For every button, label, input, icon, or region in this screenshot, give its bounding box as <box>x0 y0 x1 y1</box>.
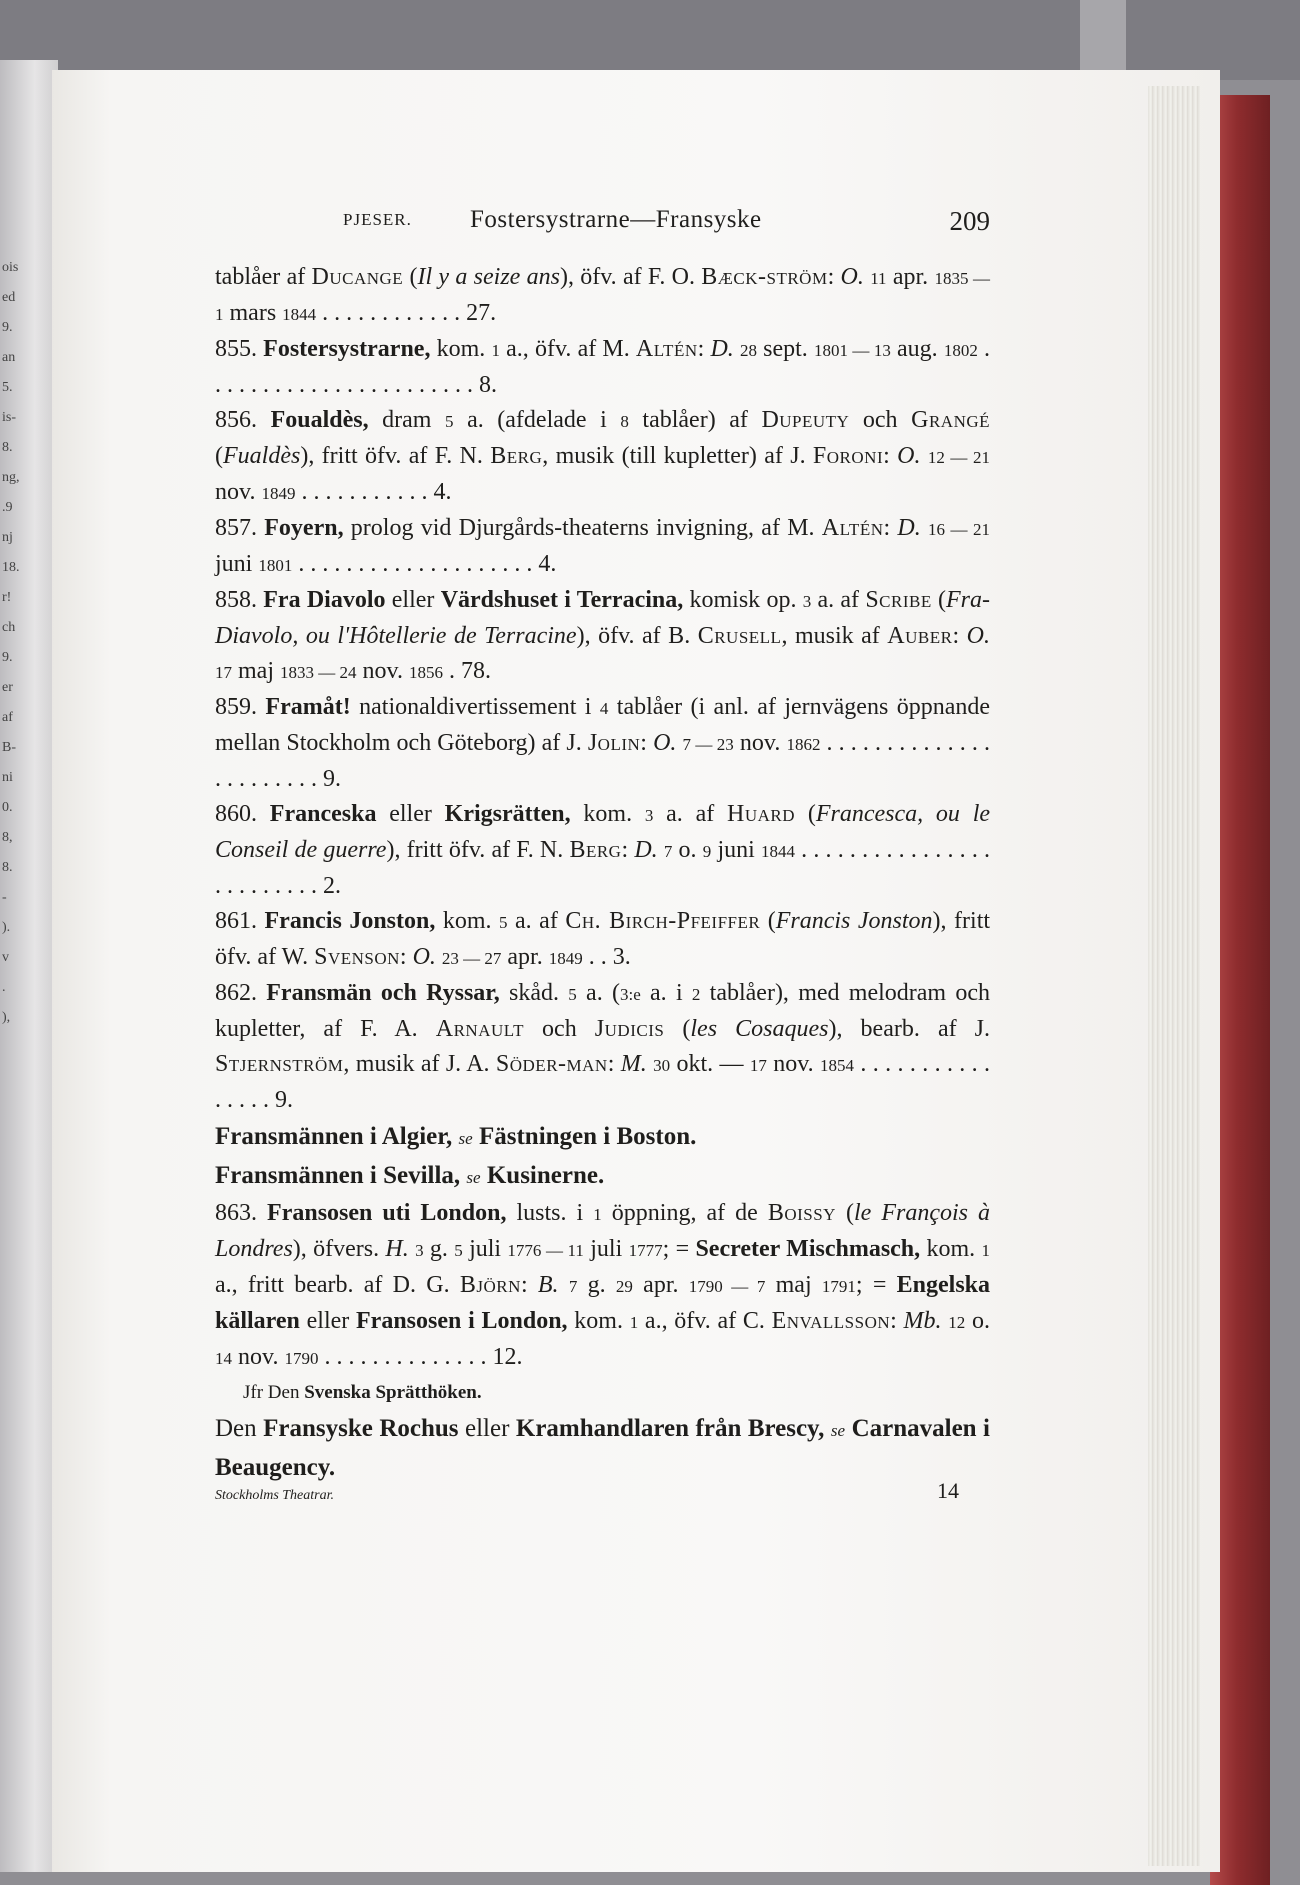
entry-856: 856. Foualdès, dram 5 a. (afdelade i 8 tablåer) af Dupeuty och Grangé (Fualdès), fritt öfv. af F. N. Berg, musik (till kupletter) af J. Foroni: O. 12 — 21 nov. 1849 . . . . . . . . . . . 4. <box>215 407 991 505</box>
see-also-note: Jfr Den Svenska Sprätthöken. <box>243 1382 482 1403</box>
cross-reference-rochus: Den Fransyske Rochus eller Kramhandlaren från Brescy, se Carnavalen i Beaugency. <box>215 1415 990 1481</box>
printer-signature: Stockholms Theatrar. <box>215 1488 334 1503</box>
page-header <box>215 200 990 260</box>
entry-858: 858. Fra Diavolo eller Värdshuset i Terracina, komisk op. 3 a. af Scribe (Fra-Diavolo, ou l'Hôtellerie de Terracine), öfv. af B. Crusell, musik af Auber: O. 17 maj 1833 — 24 nov. 1856 . 78. <box>215 587 990 684</box>
entry-862: 862. Fransmän och Ryssar, skåd. 5 a. (3:e a. i 2 tablåer), med melodram och kupletter, af F. A. Arnault och Judicis (les Cosaques), bearb. af J. Stjernström, musik af J. A. Söder-man: M. 30 okt. — 17 nov. 1854 . . . . . . . . . . . . . . . . 9. <box>215 980 991 1113</box>
facing-page-fragment: 8. <box>2 860 13 875</box>
running-head: PJESER. <box>343 210 412 229</box>
entry-continuation: tablåer af Ducange (Il y a seize ans), öfv. af F. O. Bæck-ström: O. 11 apr. 1835 — 1 mars 1844 . . . . . . . . . . . . 27. <box>215 264 991 326</box>
facing-page-fragment: af <box>2 710 13 725</box>
running-title: Fostersystrarne—Fransyske <box>470 206 762 233</box>
facing-page-fragment: ni <box>2 770 13 785</box>
facing-page-fragment: er <box>2 680 13 695</box>
facing-page-fragment: an <box>2 350 16 365</box>
facing-page-fragment: ng, <box>2 470 20 485</box>
facing-page-fragment: nj <box>2 530 13 545</box>
page-edges <box>1148 86 1200 1866</box>
facing-page-fragment: v <box>2 950 9 965</box>
facing-page-fragment: 9. <box>2 650 13 665</box>
facing-page-fragment: 18. <box>2 560 20 575</box>
sheet-number: 14 <box>937 1478 959 1503</box>
page-footer <box>215 1478 990 1518</box>
facing-page-fragment: ch <box>2 620 16 635</box>
facing-page-fragment: . <box>2 980 6 995</box>
page-text <box>215 200 990 1518</box>
entry-859: 859. Framåt! nationaldivertissement i 4 tablåer (i anl. af jernvägens öppnande mellan Stockholm och Göteborg) af J. Jolin: O. 7 — 23 nov. 1862 . . . . . . . . . . . . . . . . . . . . . . . 9. <box>215 694 991 792</box>
facing-page-fragment: 0. <box>2 800 13 815</box>
facing-page-fragment: .9 <box>2 500 13 515</box>
page-number: 209 <box>949 206 990 236</box>
entry-860: 860. Franceska eller Krigsrätten, kom. 3 a. af Huard (Francesca, ou le Conseil de guerre), fritt öfv. af F. N. Berg: D. 7 o. 9 juni 1844 . . . . . . . . . . . . . . . . . . . . . . . . . 2. <box>215 801 991 899</box>
facing-page-fragment: is- <box>2 410 16 425</box>
facing-page-fragment: ois <box>2 260 19 275</box>
entry-861: 861. Francis Jonston, kom. 5 a. af Ch. Birch-Pfeiffer (Francis Jonston), fritt öfv. af W. Svenson: O. 23 — 27 apr. 1849 . . 3. <box>215 908 991 970</box>
facing-page-fragment: 8, <box>2 830 13 845</box>
entry-857: 857. Foyern, prolog vid Djurgårds-theaterns invigning, af M. Altén: D. 16 — 21 juni 1801 . . . . . . . . . . . . . . . . . . . . 4. <box>215 515 990 577</box>
facing-page-fragment: ), <box>2 1010 11 1025</box>
entry-855: 855. Fostersystrarne, kom. 1 a., öfv. af M. Altén: D. 28 sept. 1801 — 13 aug. 1802 . . . . . . . . . . . . . . . . . . . . . . . 8. <box>215 336 990 398</box>
facing-page-fragment: r! <box>2 590 12 605</box>
entry-863: 863. Fransosen uti London, lusts. i 1 öppning, af de Boissy (le François à Londres), öfvers. H. 3 g. 5 juli 1776 — 11 juli 1777; = Secreter Mischmasch, kom. 1 a., fritt bearb. af D. G. Björn: B. 7 g. 29 apr. 1790 — 7 maj 1791; = Engelska källaren eller Fransosen i London, kom. 1 a., öfv. af C. Envallsson: Mb. 12 o. 14 nov. 1790 . . . . . . . . . . . . . . 12. <box>215 1200 991 1370</box>
facing-page-fragment: 9. <box>2 320 13 335</box>
facing-page-fragment: B- <box>2 740 16 755</box>
cross-reference-algier: Fransmännen i Algier, se Fästningen i Boston. <box>215 1123 697 1150</box>
facing-page-edge <box>0 60 58 1872</box>
facing-page-fragment: 5. <box>2 380 13 395</box>
facing-page-fragment: - <box>2 890 7 905</box>
facing-page-fragment: 8. <box>2 440 13 455</box>
facing-page-fragment: ed <box>2 290 16 305</box>
facing-page-fragment: ). <box>2 920 11 935</box>
cross-reference-sevilla: Fransmännen i Sevilla, se Kusinerne. <box>215 1162 605 1189</box>
